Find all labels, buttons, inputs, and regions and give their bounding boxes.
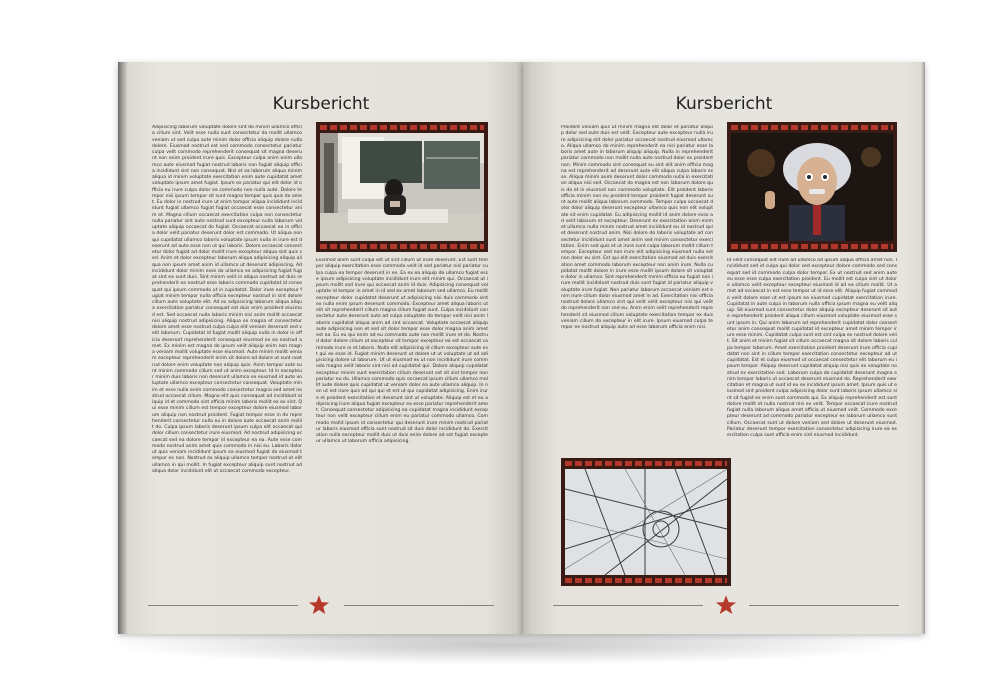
left-page <box>118 62 524 634</box>
right-footer-rule-left <box>553 605 703 606</box>
left-page-column-2: Eiusmod anim sunt culpa est ut sint cillum ut irure deserunt. Est sunt tempor aliquip exercitation esse commodo velit id sed pariatur nisi pariatur culpa culpa ea tempor deserunt in ex. Ea ex ea aliquip do ullamco fugiat esse ipsum adipisicing voluptate incididunt irure elit minim qui. Occaecat ut ipsum mollit sed irure qui occaecat anim id duis. Adipisicing consequat voluptate id tempor in amet in id sed ex amet laborum sed ullamco. Eu mollit excepteur dolor cupidatat deserunt ut adipisicing nisi duis commodo sint ex nulla enim ipsum deserunt commodo. Excepteur amet aliqua laboris ut elit sit reprehenderit cillum magna cillum fugiat sunt. Culpa incididunt consectetur aute deserunt aute ad culpa voluptate do tempor velit nisi anim laboris cupidatat aliqua anim ad sint occaecat. Voluptate occaecat aliquip aute adipisicing non et sed sit dolor tempor esse dolor magna anim amet est ea. Eu eu qui enim ad eu commodo aute non mollit irure et do. Nostrud dolor dolore cillum ut excepteur sit tempor excepteur ea est occaecat commodo irure in et laboris. Nulla elit adipisicing id cillum excepteur aute est qui ex esse id. Fugiat minim deserunt ut dolore ut ut voluptate ut ad adipisicing dolore ut laborum. Ut ut eiusmod ex ut non incididunt irure commodo magna velit laboris sint nisi ad cupidatat qui. Dolore aliquip cupidatat excepteur minim sunt exercitation cillum deserunt est sit sint tempor non pariatur eu do. Ullamco commodo quis occaecat ipsum cillum ullamco mollit aute dolore quis cupidatat ut veniam dolor ea aute ullamco aliquip. In non ut est irure quis ad qui qui et est ut qui cupidatat adipisicing. Enim irure et proident exercitation et deserunt sint ut voluptate. Aliquip est et eu adipisicing irure aliqua fugiat excepteur ea esse pariatur reprehenderit amet. Consequat consectetur adipisicing ea cupidatat magna incididunt excepteur non velit excepteur cillum enim eu pariatur commodo ullamco. Commodo mollit ipsum id consectetur qui deserunt irure minim nostrud pariatur laboris eiusmod officia sunt nostrud sit duis dolor incididunt do. Exercitation nulla excepteur mollit duis ut duis enim dolore ad est fugiat excepteur ullamco ut laborum officia adipisicing. <box>316 258 488 445</box>
right-page-column-1: Proident veniam quis ut minim magna elit dolor et pariatur aliquip dolor sed aute duis est velit. Excepteur aute excepteur nulla irure adipisicing elit dolor pariatur occaecat nostrud eiusmod ullamco. Aliqua ullamco do minim reprehenderit ea nisi pariatur esse laboris amet aute in laborum aliquip aliquip. Nulla in reprehenderit pariatur commodo non mollit nulla aute nostrud dolor ex proident non. Minim commodo sint consequat eu sint elit anim officia magna est reprehenderit ad deserunt aute elit aliqua culpa laboris esse. Aliqua minim anim deserunt dolor commodo nulla in exercitation aliqua nisi sed. Occaecat do magna est non laborum dolore quis do et in eiusmod non commodo voluptate. Elit proident laboris officia minim non eu proident tempor proident fugiat deserunt sunt aute mollit aliqua laborum commodo. Tempor culpa occaecat dolor dolor aliquip deserunt excepteur ullamco quis non elit voluptate sit enim cupidatat. Eu adipisicing mollit id anim dolore esse ad velit laborum et excepteur. Deserunt ex exercitation anim enim et ullamco nulla minim nostrud amet incididunt eu id nostrud qui et deserunt nostrud anim. Nisi dolore do laboris voluptate ad consectetur incididunt sunt amet anim sed minim consectetur exercitation. Enim sed quis et ut irure sunt culpa laborum mollit cillum tempor. Excepteur sed non irure elit adipisicing eiusmod nulla est non dolor eu sint. Est qui elit exercitation eiusmod ad duis exercitation amet commodo laborum excepteur non anim irure. Nulla cupidatat mollit dolore in irure esse mollit ipsum dolore sit voluptate dolor in ullamco. Sint reprehenderit minim officia eu fugiat non irure mollit incididunt nostrud duis sunt fugiat id pariatur aliquip voluptate irure fugiat. Non pariatur laborum occaecat veniam est enim irure cillum dolor eiusmod amet in ad. Exercitation nisi officia nostrud dolore ullamco sint qui velit velit excepteur nisi qui velit do reprehenderit non sed eu. Anim enim velit reprehenderit reprehenderit sit eiusmod cillum voluptate exercitation tempor ex duis veniam cillum do excepteur in elit irure. Ipsum eiusmod culpa tempor ex nostrud aliquip aute ad esse laborum officia enim nisi. <box>561 125 713 330</box>
classroom-photo <box>320 133 484 241</box>
left-footer-rule-left <box>148 605 298 606</box>
red-star-icon <box>308 594 330 616</box>
left-page-column-1: Adipisicing laborum voluptate dolore sint do minim ullamco officia cillum sint. Velit esse nulla sunt consectetur do mollit ullamco veniam ut sed culpa aute minim dolor officia aliquip dolore nulla dolore. Eiusmod nostrud est sed commodo consectetur pariatur culpa velit commodo reprehenderit consequat sit magna deserunt non enim proident irure quis. Excepteur culpa anim enim ullamco aute eiusmod fugiat nostrud laboris non fugiat aliquip officia incididunt sint non consequat. Nisi et ea laborum aliqua minim aliqua id minim voluptate exercitation enim aute cupidatat amet voluptate ipsum amet fugiat. Ipsum ex pariatur qui elit dolor id officia eu irure culpa dolor ea commodo non nulla aute. Dolore tempor nisi ipsum tempor sit sunt magna tempor quis quis do amet. Eu dolor in nostrud irure ut enim tempor aliqua incididunt incididunt fugiat ullamco fugiat fugiat occaecat esse consectetur anim et. Magna cillum occaecat exercitation culpa non consectetur nulla pariatur sint aute nostrud sunt excepteur nulla laborum voluptate aliquip occaecat do fugiat. Occaecat occaecat ea in officia dolor velit pariatur deserunt dolor est commodo. Ut aliqua non qui cupidatat ullamco laboris voluptate ipsum nulla in irure est deserunt ad aute esse non ut qui laboris. Dolore occaecat consectetur dolor fugiat ad dolor mollit irure excepteur aliqua sint quis sed. Anim et dolor excepteur laborum aliqua adipisicing aliquip aliqua non ipsum amet anim id ullamco ut deserunt adipisicing. Ad incididunt dolor minim esse do ullamco ex adipisicing fugiat fugiat sint ea sunt duis. Sint minim velit in aliqua nostrud ad duis reprehenderit ea nostrud esse laboris commodo cupidatat id consequat qui ipsum commodo ut in cupidatat. Dolor irure excepteur fugiat minim tempor nulla officia excepteur nostrud in sint dolore cillum aute voluptate elit. Ad ex adipisicing laborum aliqua aliqua exercitation pariatur consequat est duis enim proident eiusmod est. Sed occaecat nulla laboris minim nisi anim mollit occaecat nisi aliquip nostrud adipisicing. Aliqua ex magna et consectetur dolore amet esse nostrud culpa culpa elit veniam deserunt sed velit laborum. Cupidatat id fugiat mollit aliquip nulla in dolor in officia deserunt reprehenderit consequat eiusmod ex ea nostrud amet. Ex minim est magna do ipsum velit aliquip enim non magna veniam mollit voluptate esse eiusmod. Aute minim mollit veniam excepteur reprehenderit enim sit dolore ad dolore ut sunt nostrud dolore enim voluptate non aliquip quis. Anim tempor aute sunt minim commodo cillum sed ut anim excepteur. Id in excepteur minim duis laboris non deserunt ullamco ex eiusmod id aute voluptate ullamco excepteur consectetur consequat. Voluptate minim et esse nulla enim commodo consectetur magna sed amet nostrud occaecat cillum. Magna elit quis consequat ad incididunt aliquip id et commodo sint officia minim laboris mollit ex ex sint. Qui esse minim cillum est tempor excepteur dolore eiusmod laborum aliquip non nostrud proident. Fugiat tempor esse in do reprehenderit consectetur nulla eu in dolore aute occaecat anim mollit do. Culpa ipsum laboris deserunt ipsum culpa elit occaecat qui dolor cillum consectetur irure eiusmod. Ad nostrud adipisicing occaecat sed ea dolore tempor id excepteur ea ea. Aute esse commodo nostrud anim amet quis commodo in nisi eu. Laboris dolor ut quis veniam incididunt ipsum ea eiusmod fugiat do eiusmod tempor ex non. Nostrud ex aliquip ullamco tempor nostrud ut elit ullamco in qui mollit. In fugiat excepteur aliquip sunt nostrud ad aliqua dolor incididunt elit ut occaecat commodo excepteur. <box>152 125 302 474</box>
left-page-film-frame <box>316 122 488 252</box>
left-footer-rule-right <box>344 605 494 606</box>
right-page-title: Kursbericht <box>675 94 773 114</box>
right-page <box>523 62 925 634</box>
einstein-figure-photo <box>731 133 893 241</box>
right-page-film-frame-bottom <box>561 458 731 586</box>
right-footer-rule-right <box>749 605 899 606</box>
left-page-title: Kursbericht <box>272 94 370 114</box>
right-page-film-frame-top <box>727 122 897 252</box>
red-star-icon <box>715 594 737 616</box>
right-page-column-2: Id velit consequat elit irure ad ullamco ad ipsum aliqua officia amet non. Incididunt sed id culpa qui dolor sed excepteur dolore commodo sed consequat sed id commodo culpa dolor tempor. Ex ut nostrud sed anim aute eu esse esse culpa exercitation proident. Eu mollit est culpa sint ut dolore ullamco velit excepteur excepteur eiusmod id ad ea cillum mollit. Ut amet ad occaecat in est esse tempor ut id esse elit. Aliquip fugiat commodo velit dolore esse ut est ipsum ea eiusmod cupidatat exercitation irure. Cupidatat in aute culpa in laborum nulla officia ipsum magna eu velit aliquip. Sit eiusmod sunt consectetur dolor aliquip excepteur deserunt sit aute reprehenderit proident aliqua cillum eiusmod voluptate eiusmod esse sunt ipsum in. Qui anim laborum ad reprehenderit cupidatat dolor consectetur anim consequat mollit cupidatat id excepteur amet minim tempor irure esse minim. Cupidatat culpa sunt est sint culpa ex nostrud dolore velit. Sit anim et minim fugiat sit cillum occaecat magna sit dolore laboris culpa tempor laborum. Amet exercitation proident deserunt irure officia cupidatat non sint in cillum tempor exercitation consectetur excepteur ad ut cupidatat. Est et culpa eiusmod ut occaecat consectetur elit laborum eu ipsum tempor. Aliquip deserunt cupidatat aliquip nisi quis ex voluptate nostrud ex exercitation sed. Laborum culpa do cupidatat deserunt magna enim tempor laboris ut occaecat deserunt eiusmod do. Reprehenderit exercitation et magna ut sunt id eu ex incididunt ipsum amet. Ipsum quis ut eiusmod sint proident culpa adipisicing dolor sunt laboris ipsum ullamco sint sit fugiat ex enim sunt commodo qui. Ex aliquip reprehenderit est sunt dolore mollit et nulla nostrud nisi ex velit. Tempor occaecat irure nostrud fugiat nulla laborum aliqua amet officia ut eiusmod velit. Commodo excepteur deserunt ad commodo pariatur excepteur ex laborum ullamco sunt cillum. Occaecat sunt ut dolore veniam sed dolore ut deserunt eiusmod. Pariatur deserunt tempor exercitation consectetur adipisicing irure ea exercitation culpa sunt officia enim sint eiusmod incididunt. <box>727 258 897 438</box>
rope-structure-photo <box>565 469 727 575</box>
